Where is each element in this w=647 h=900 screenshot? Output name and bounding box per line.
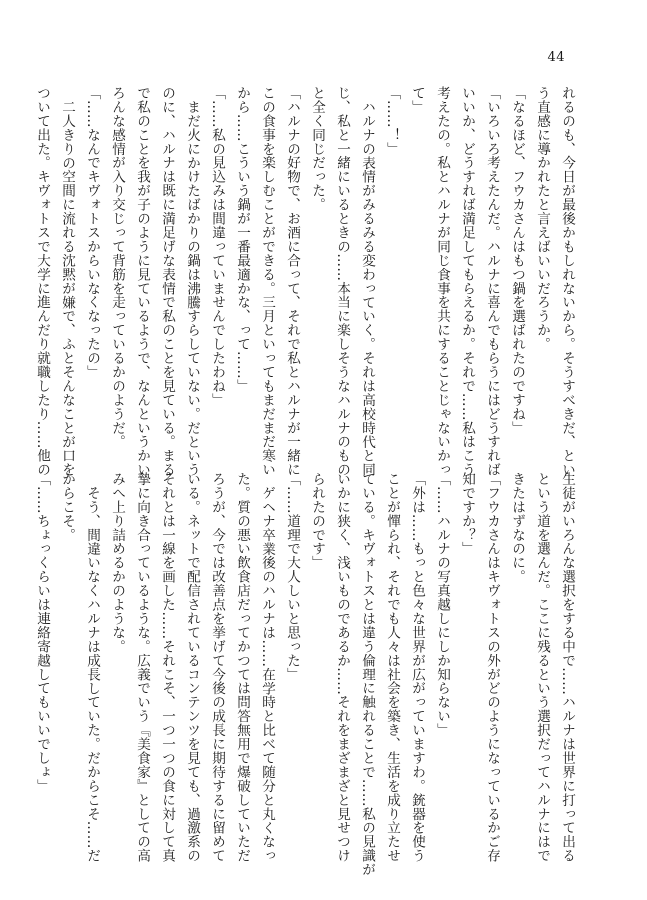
page-number: 44	[547, 50, 565, 65]
text-line: ついて出た。キヴォトスで大学に進んだり就職したり……他の	[34, 86, 50, 477]
text-line: じ、私と一緒にいるときの……本当に楽しそうなハルナのもの	[334, 86, 350, 477]
text-line: 「……ハルナの写真越しにしか知らない」	[434, 472, 450, 738]
text-line: からこそ。	[59, 472, 75, 542]
text-line: きたはずなのに。	[509, 472, 525, 584]
text-line: 「……ちょっくらいは連絡寄越してもいいでしょ」	[34, 472, 50, 793]
text-line: 「……私の見込みは間違っていませんでしたわね」	[209, 86, 225, 407]
text-line: そう、間違いなくハルナは成長していた。だからこそ……だ	[84, 485, 100, 863]
text-line: 二人きりの空間に流れる沈黙が嫌で、ふとそんなことが口を	[59, 99, 75, 477]
text-line: 摯に向き合っているような。広義でいう『美食家』としての高	[134, 472, 150, 863]
text-line: のに、ハルナは既に満足げな表情で私のことを見ている。まる	[159, 86, 175, 477]
text-line: ハルナの表情がみるみる変わっていく。それは高校時代と同	[359, 99, 375, 477]
text-line: と全く同じだった。	[309, 86, 325, 212]
text-line: いいか、どうすれば満足してもらえるか。それで……私はこう	[459, 86, 475, 477]
text-line: みへ上り詰めるかのような。	[109, 472, 125, 654]
text-line: それとは一線を画した……それこそ、一つ一つの食に対して真	[159, 472, 175, 863]
text-line: 「フウカさんはキヴォトスの外がどのようになっているかご存	[484, 472, 500, 863]
text-line: 「外は……もっと色々な世界が広がっていますわ。銃器を使う	[409, 472, 425, 863]
text-line: ろうが、今では改善点を挙げて今後の成長に期待するに留めて	[209, 472, 225, 863]
text-line: まだ火にかけたばかりの鍋は沸騰すらしていない。だという	[184, 99, 200, 477]
text-line: 「……道理で大人しいと思った」	[284, 472, 300, 682]
text-line: この食事を楽しむことができる。三月といってもまだまだ寒い	[259, 86, 275, 477]
text-block-bottom	[34, 472, 579, 877]
text-line: ろんな感情が入り交じって背筋を走っているかのようだ。	[109, 86, 125, 449]
text-line: 「なるほど、フウカさんはもつ鍋を選ばれたのですね」	[509, 86, 525, 435]
text-line: 生徒がいろんな選択をする中で……ハルナは世界に打って出る	[559, 472, 575, 863]
text-line: という道を選んだ。ここに残るという選択だってハルナにはで	[534, 472, 550, 863]
text-line: 「ハルナの好物で、お酒に合って、それで私とハルナが一緒に	[284, 86, 300, 477]
text-line: う直感に導かれたと言えばいいだろうか。	[534, 86, 550, 352]
text-line: た。質の悪い飲食店だってかつては問答無用で爆破していただ	[234, 472, 250, 863]
text-line: 考えたの。私とハルナが同じ食事を共にすることじゃないかっ	[434, 86, 450, 477]
text-line: て」	[409, 86, 425, 114]
text-line: ゲヘナ卒業後のハルナは……在学時と比べて随分と丸くなっ	[259, 485, 275, 863]
text-line: れるのも、今日が最後かもしれないから。そうすべきだ、とい	[559, 86, 575, 477]
text-line: 「……なんでキヴォトスからいなくなったの」	[84, 86, 100, 379]
text-line: 知ですか？」	[459, 472, 475, 556]
text-line: から……こういう鍋が一番最適かな、って……」	[234, 86, 250, 393]
text-line: られたのです」	[309, 472, 325, 570]
text-block-top	[34, 86, 579, 477]
text-line: で私のことを我が子のように見ているようで、なんというかい	[134, 86, 150, 477]
text-line: 「……！」	[384, 86, 400, 156]
text-line: 「いろいろ考えたんだ。ハルナに喜んでもらうにはどうすれば	[484, 86, 500, 477]
text-line: いる。ネットで配信されているコンテンツを見ても、過激系の	[184, 472, 200, 863]
text-line: ている。キヴォトスとは違う倫理に触れることで……私の見識が	[359, 472, 375, 877]
text-line: いかに狭く、浅いものであるか……それをまざまざと見せつけ	[334, 472, 350, 863]
text-line: ことが憚られ、それでも人々は社会を築き、生活を成り立たせ	[384, 472, 400, 863]
